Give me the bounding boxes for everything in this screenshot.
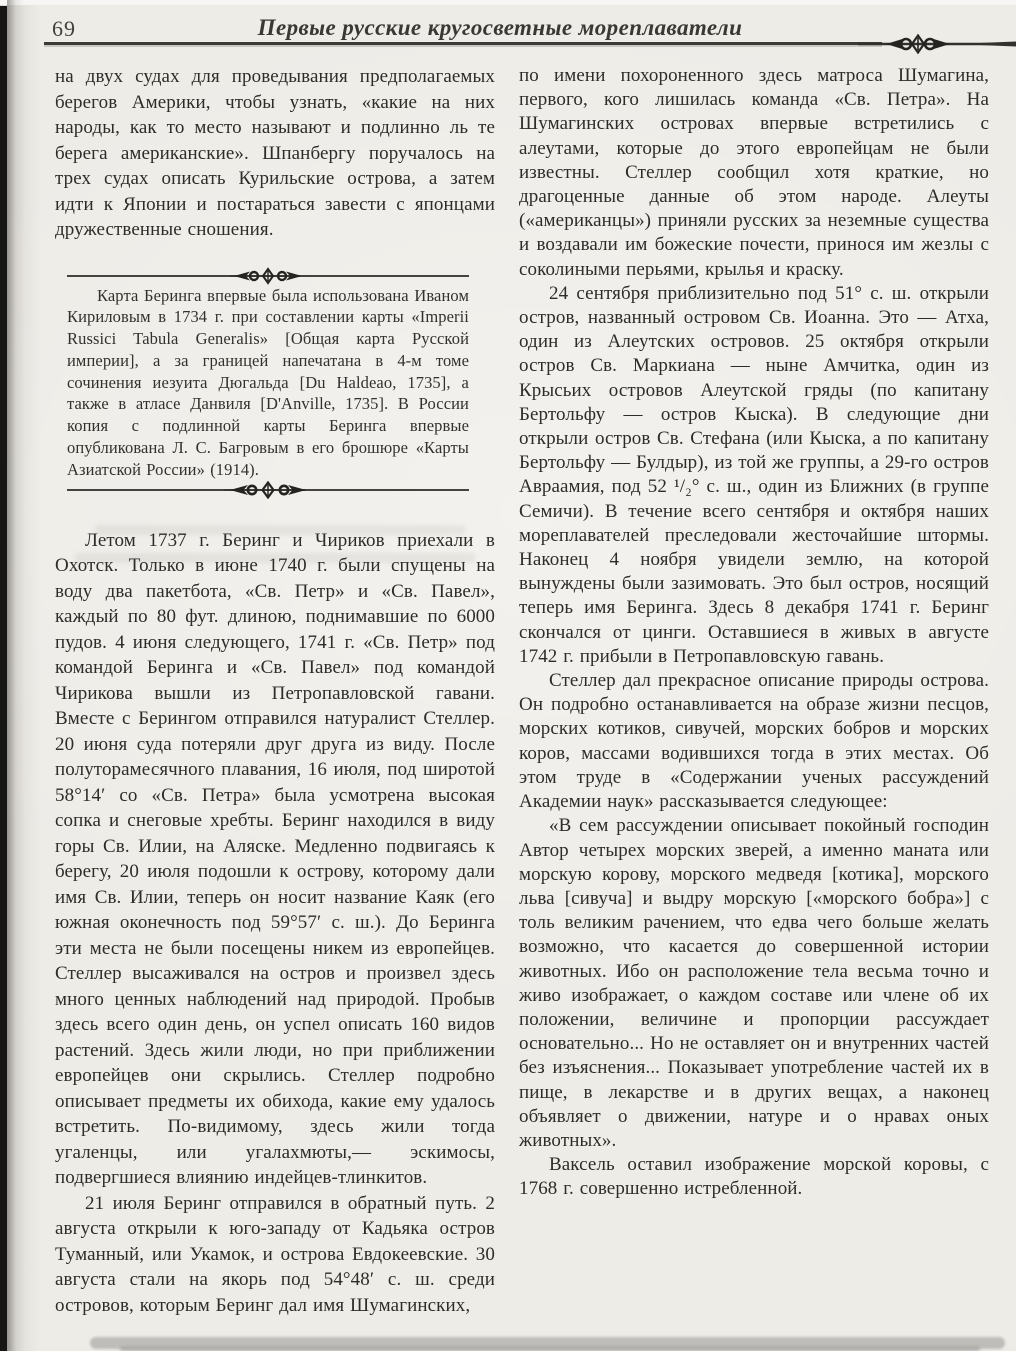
header-rule: [44, 42, 882, 45]
divider-rule: [67, 275, 236, 277]
paragraph: Стеллер дал прекрасное описание природы острова. Он подробно останавливается на образе жизни песцов, морских котиков, сивучей, морских бобров и морских коров, массами водившихся тогда в этих местах. Об этом труде в «Содержании ученых рассуждений Академии наук» рассказывается следующее:: [519, 670, 989, 813]
fleuron-ornament-icon: [858, 32, 1016, 56]
paragraph: 24 сентября приблизительно под 51° с. ш. открыли остров, названный островом Св. Иоанна. Это — Атха, один из Алеутских островов. 25 октября открыли остров Св. Маркиана — ныне Амчитка, один из Крысьих островов Алеутской гряды (по капитану Бертольфу — остров Кыска). В следующие дни открыли остров Св. Стефана (или Кыска, а по капитану Бертольфу — Булдыр), из той же группы, а 29-го остров Авраамия, под 52 ¹/₂° с. ш., один из Ближних (в группе Семичи). В течение всего сентября и октября наших мореплавателей преследовали жесточайшие штормы. Наконец 4 ноября увидели землю, на которой вынуждены были зазимовать. Это был остров, носящий теперь имя Беринга. Здесь 8 декабря 1741 г. Беринг скончался от цинги. Оставшиеся в живых в августе 1742 г. прибыли в Петропавловскую гавань.: [519, 282, 989, 667]
note-paragraph: Карта Беринга впервые была использована Иваном Кириловым в 1734 г. при составлении карты «Imperii Russici Tabula Generalis» [Общая карта Русской империи], а за границей напечатана в 4-м томе сочинения иезуита Дюгальда [Du Haldeao, 1735], а также в атласе Данвиля [D'Anville, 1735]. В России копия с подлинной карты Беринга впервые опубликована Л. С. Багровым в его брошюре «Карты Азиатской России» (1914).: [67, 285, 469, 479]
paragraph: Летом 1737 г. Беринг и Чириков приехали в Охотск. Только в июне 1740 г. были спущены на воду два пакетбота, «Св. Петр» и «Св. Павел», каждый по 80 фут. длиною, поднимавшие по 6000 пудов. 4 июня следующего, 1741 г. «Св. Петр» под командой Беринга и «Св. Павел» под командой Чирикова вышли из Петропавловской гавани. Вместе с Берингом отправился натуралист Стеллер. 20 июня суда потеряли друг друга из виду. После полуторамесячного плавания, 16 июля, под широтой 58°14′ со «Св. Петра» была усмотрена высокая сопка и снеговые хребты. Беринг находился в виду горы Св. Илии, на Аляске. Медленно подвигаясь к берегу, 20 июля подошли к острову, которому дали имя Св. Илии, теперь он носит название Каяк (его южная оконечность под 59°57′ с. ш.). До Беринга эти места не были посещены никем из европейцев. Стеллер высаживался на остров и произвел здесь много ценных наблюдений над природой. Пробыв здесь всего один день, он успел описать 160 видов растений. Здесь жили люди, но при приближении европейцев они скрылись. Стеллер подробно описывает предметы их обихода, какие ему удалось встретить. По-видимому, здесь жили тогда угаленцы, или угалахмюты,— эскимосы, подвергшиеся влиянию индейцев-тлинкитов.: [55, 529, 495, 1189]
paragraph: «В сем рассуждении описывает покойный господин Автор четырех морских зверей, а именно маната или морскую корову, морского медведя [котика], морского льва [сивуча] и выдру морскую [«морского бобра»] с толь великим рачением, что едва чего больше желать возможно, что касается до совершенной истории животных. Ибо он расположение тела весьма точно и живо изображает, о каждом составе или члене об их положении, величине и пропорции рассуждает основательно... Но не оставляет он и внутренних частей без изъяснения... Показывает употребление частей их в пище, в лекарстве и в других вещах, а наконец объявляет о движении, натуре и о нравах оных животных».: [519, 815, 989, 1151]
running-title: Первые русские кругосветные мореплаватели: [257, 15, 743, 40]
note-top-divider: [67, 267, 469, 285]
paragraph: по имени похороненного здесь матроса Шумагина, первого, кого лишилась команда «Св. Петра». На Шумагинских островах впервые встретились с алеутами, которые до этого европейцам не были известны. Стеллер сообщил хотя краткие, но драгоценные данные об этом народе. Алеуты («американцы») приняли русских за неземные существа и воздавали им божеские почести, принося им жезлы с соколиными перьями, крылья и краску.: [519, 65, 989, 280]
left-column: [55, 64, 495, 1318]
page-number: 69: [52, 16, 76, 41]
text-columns: [55, 64, 989, 1318]
scan-top-edge: [0, 0, 1016, 5]
divider-rule: [300, 275, 469, 277]
paragraph: 21 июля Беринг отправился в обратный путь. 2 августа открыли к юго-западу от Кадьяка остров Туманный, или Укамок, и острова Евдокеевские. 30 августа стали на якорь под 54°48′ с. ш. среди островов, которым Беринг дал имя Шумагинских,: [55, 1192, 495, 1316]
fleuron-ornament-icon: [224, 481, 312, 499]
sidebar-note: [67, 267, 469, 499]
fleuron-ornament-icon: [230, 267, 306, 285]
scan-left-edge: [0, 6, 7, 1351]
next-page-shadow-line: [120, 1347, 980, 1351]
scan-left-shadow: [7, 0, 25, 1351]
right-column: [519, 64, 989, 1318]
paragraph: Ваксель оставил изображение морской коровы, с 1768 г. совершенно истребленной.: [519, 1154, 989, 1200]
page-header: [40, 10, 984, 60]
divider-rule: [67, 489, 230, 491]
note-bottom-divider: [67, 481, 469, 499]
divider-rule: [306, 489, 469, 491]
paragraph: на двух судах для проведывания предполагаемых берегов Америки, чтобы узнать, «какие на них народы, как то место называют и подлинно ль те берега американские». Шпанбергу поручалось на трех судах описать Курильские острова, а затем идти к Японии и постараться завести с японцами дружественные сношения.: [55, 66, 495, 240]
